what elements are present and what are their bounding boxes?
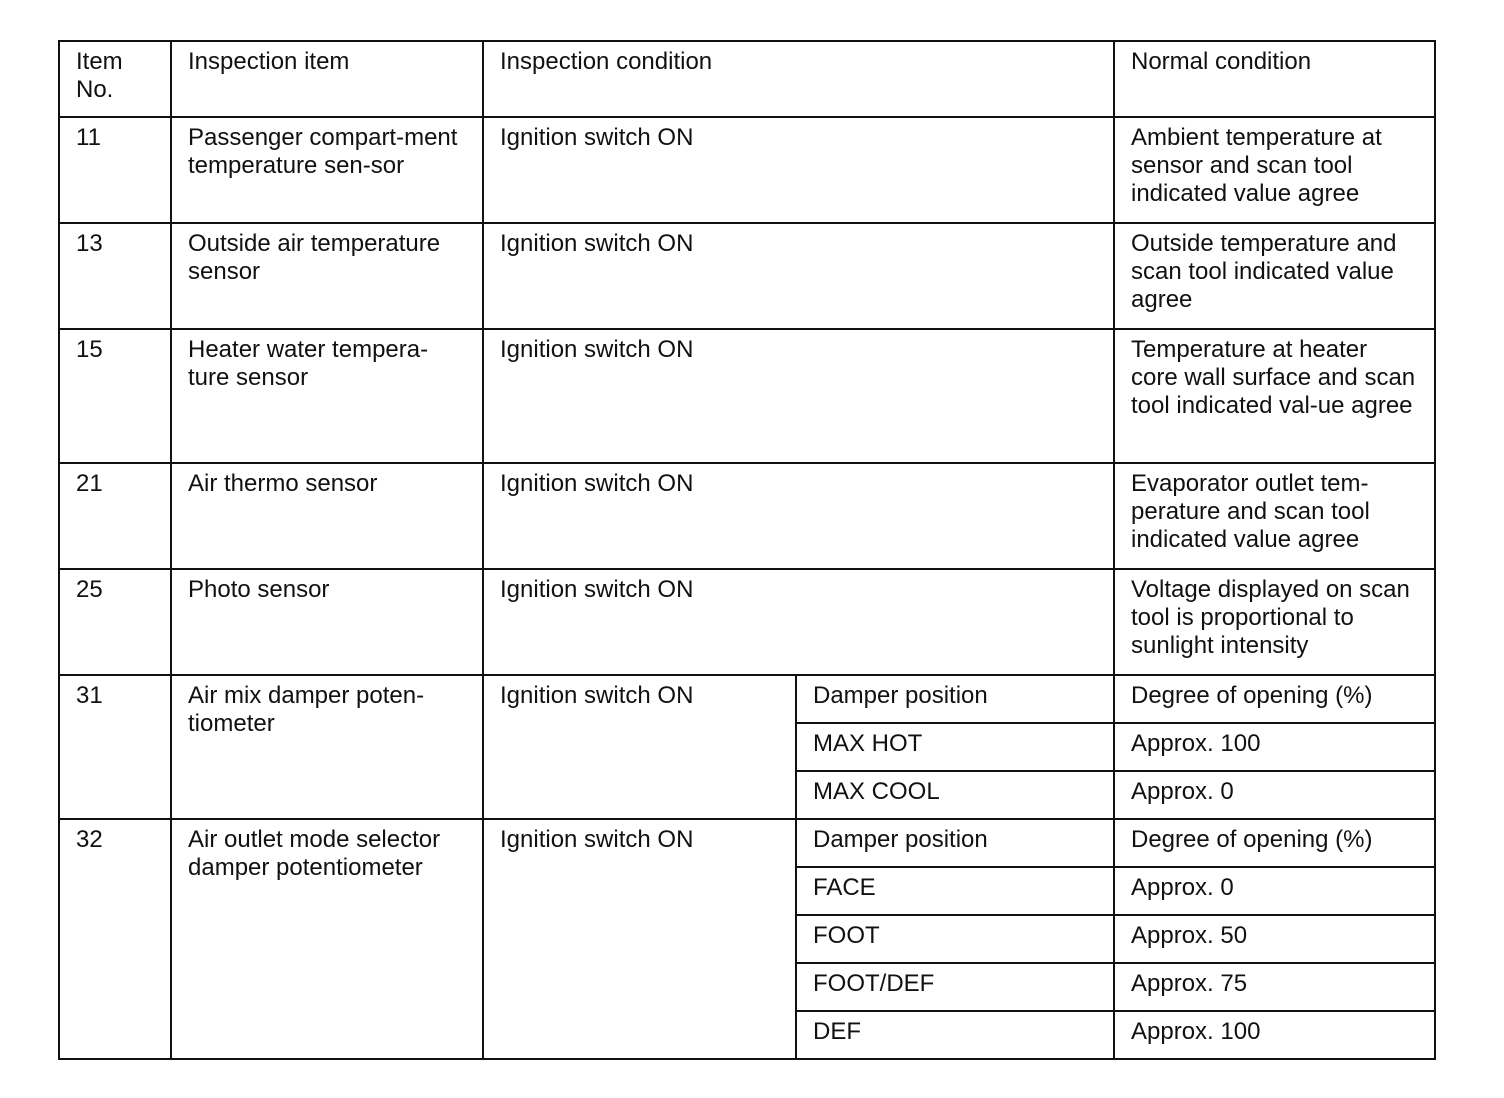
degree-of-opening-header: Degree of opening (%) — [1114, 819, 1435, 867]
table-row — [59, 675, 1435, 723]
normal-condition-cell: Ambient temperature at sensor and scan tool indicated value agree — [1114, 117, 1435, 223]
inspection-item-cell: Photo sensor — [171, 569, 483, 675]
inspection-item-cell: Passenger compart-ment temperature sen-sor — [171, 117, 483, 223]
header-normal-condition: Normal condition — [1114, 41, 1435, 117]
inspection-item-cell: Air thermo sensor — [171, 463, 483, 569]
table-row — [59, 569, 1435, 675]
damper-position-header: Damper position — [796, 819, 1114, 867]
degree-of-opening-cell: Approx. 100 — [1114, 723, 1435, 771]
table-row — [59, 819, 1435, 867]
inspection-condition-cell: Ignition switch ON — [483, 329, 1114, 463]
inspection-table — [58, 40, 1436, 1060]
header-row — [59, 41, 1435, 117]
normal-condition-cell: Evaporator outlet tem-perature and scan tool indicated value agree — [1114, 463, 1435, 569]
inspection-item-cell: Heater water tempera-ture sensor — [171, 329, 483, 463]
inspection-condition-cell: Ignition switch ON — [483, 819, 796, 1059]
degree-of-opening-cell: Approx. 100 — [1114, 1011, 1435, 1059]
damper-position-cell: MAX COOL — [796, 771, 1114, 819]
inspection-item-cell: Outside air temperature sensor — [171, 223, 483, 329]
header-item-no: Item No. — [59, 41, 171, 117]
normal-condition-cell: Outside temperature and scan tool indicated value agree — [1114, 223, 1435, 329]
damper-position-cell: FOOT — [796, 915, 1114, 963]
table-row — [59, 117, 1435, 223]
item-no-cell: 11 — [59, 117, 171, 223]
inspection-condition-cell: Ignition switch ON — [483, 463, 1114, 569]
inspection-condition-cell: Ignition switch ON — [483, 569, 1114, 675]
inspection-condition-cell: Ignition switch ON — [483, 675, 796, 819]
item-no-cell: 15 — [59, 329, 171, 463]
header-inspection-condition: Inspection condition — [483, 41, 1114, 117]
normal-condition-cell: Temperature at heater core wall surface and scan tool indicated val-ue agree — [1114, 329, 1435, 463]
item-no-cell: 13 — [59, 223, 171, 329]
damper-position-header: Damper position — [796, 675, 1114, 723]
inspection-condition-cell: Ignition switch ON — [483, 223, 1114, 329]
degree-of-opening-cell: Approx. 0 — [1114, 867, 1435, 915]
degree-of-opening-cell: Approx. 0 — [1114, 771, 1435, 819]
degree-of-opening-header: Degree of opening (%) — [1114, 675, 1435, 723]
item-no-cell: 31 — [59, 675, 171, 819]
inspection-item-cell: Air mix damper poten-tiometer — [171, 675, 483, 819]
normal-condition-cell: Voltage displayed on scan tool is proportional to sunlight intensity — [1114, 569, 1435, 675]
inspection-condition-cell: Ignition switch ON — [483, 117, 1114, 223]
damper-position-cell: DEF — [796, 1011, 1114, 1059]
header-inspection-item: Inspection item — [171, 41, 483, 117]
table-row — [59, 463, 1435, 569]
table-row — [59, 329, 1435, 463]
table-row — [59, 223, 1435, 329]
degree-of-opening-cell: Approx. 50 — [1114, 915, 1435, 963]
damper-position-cell: MAX HOT — [796, 723, 1114, 771]
degree-of-opening-cell: Approx. 75 — [1114, 963, 1435, 1011]
damper-position-cell: FACE — [796, 867, 1114, 915]
item-no-cell: 21 — [59, 463, 171, 569]
inspection-item-cell: Air outlet mode selector damper potentiometer — [171, 819, 483, 1059]
item-no-cell: 32 — [59, 819, 171, 1059]
damper-position-cell: FOOT/DEF — [796, 963, 1114, 1011]
item-no-cell: 25 — [59, 569, 171, 675]
